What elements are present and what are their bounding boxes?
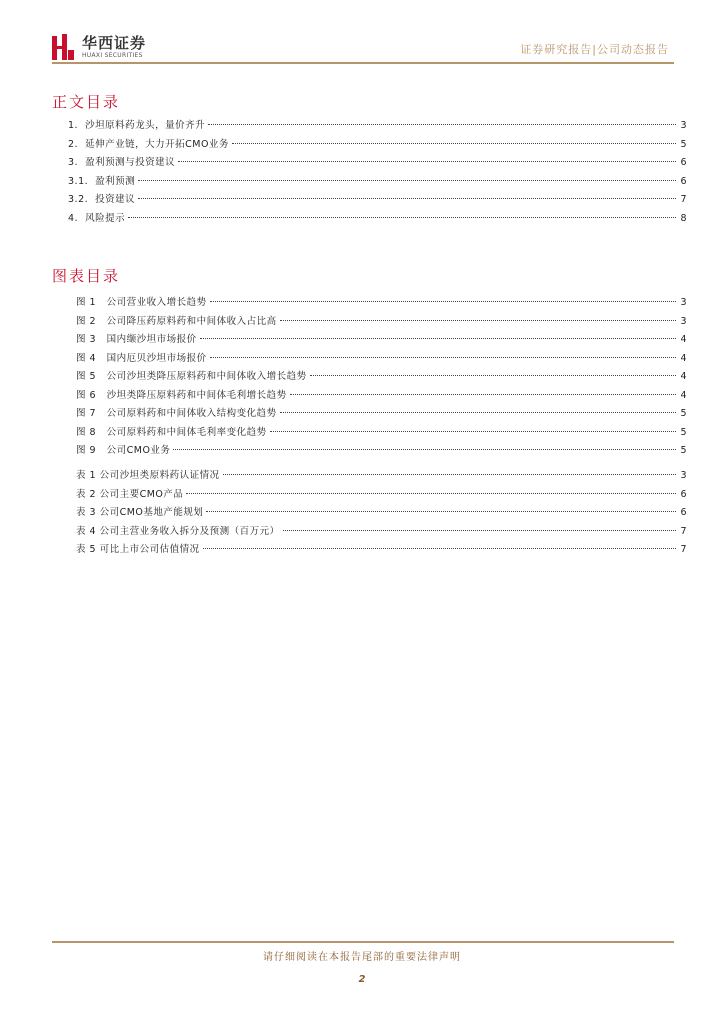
entry-page-number: 6 [680, 157, 687, 168]
footer-divider [52, 941, 674, 943]
figures-list [76, 294, 687, 461]
entry-page-number: 4 [680, 371, 687, 382]
dot-leader [280, 320, 676, 321]
dot-leader [290, 394, 676, 395]
figure-entry[interactable] [76, 442, 687, 461]
entry-page-number: 5 [680, 408, 687, 419]
entry-page-number: 7 [680, 194, 687, 205]
figure-entry[interactable] [76, 405, 687, 424]
logo-chinese-name: 华西证券 [82, 33, 147, 52]
dot-leader [283, 530, 676, 531]
table-entry[interactable] [76, 541, 687, 560]
entry-label: 公司营业收入增长趋势 [106, 297, 207, 308]
toc-entry[interactable] [68, 136, 687, 155]
dot-leader [128, 217, 676, 218]
table-entry[interactable] [76, 504, 687, 523]
company-logo [52, 34, 146, 60]
toc-entry[interactable] [68, 191, 687, 210]
entry-page-number: 6 [680, 488, 687, 500]
entry-label: 沙坦类降压原料药和中间体毛利增长趋势 [106, 389, 287, 401]
entry-label: 公司沙坦类原料药认证情况 [99, 470, 220, 481]
entry-number: 表 3 [76, 507, 100, 518]
entry-page-number: 4 [680, 334, 687, 345]
entry-number: 2. [68, 138, 86, 150]
entry-label: 公司主要CMO产品 [99, 488, 184, 500]
figure-entry[interactable] [76, 294, 687, 313]
entry-page-number: 7 [680, 544, 687, 555]
entry-label: 延伸产业链，大力开拓CMO业务 [85, 138, 229, 150]
entry-page-number: 5 [680, 138, 687, 150]
entry-label: 风险提示 [85, 212, 126, 224]
entry-number: 图 8 [76, 426, 107, 438]
entry-number: 图 1 [76, 297, 107, 308]
entry-number: 图 3 [76, 334, 107, 345]
entry-page-number: 5 [680, 426, 687, 438]
figure-entry[interactable] [76, 331, 687, 350]
logo-mark-icon [52, 34, 76, 60]
entry-number: 表 2 [76, 488, 100, 500]
entry-number: 表 5 [76, 544, 100, 555]
entry-label: 公司CMO基地产能规划 [99, 507, 204, 518]
entry-number: 表 4 [76, 525, 100, 537]
entry-page-number: 6 [680, 507, 687, 518]
entry-number: 图 9 [76, 445, 107, 456]
dot-leader [178, 161, 676, 162]
report-type: 证券研究报告|公司动态报告 [520, 43, 669, 56]
dot-leader [206, 511, 676, 512]
entry-page-number: 5 [680, 445, 687, 456]
entry-number: 图 5 [76, 371, 107, 382]
entry-number: 4. [68, 212, 86, 224]
figure-entry[interactable] [76, 387, 687, 406]
dot-leader [208, 124, 676, 125]
entry-label: 公司原料药和中间体毛利率变化趋势 [106, 426, 267, 438]
dot-leader [200, 338, 676, 339]
entry-label: 沙坦原料药龙头，量价齐升 [85, 120, 206, 131]
dot-leader [280, 412, 676, 413]
dot-leader [223, 474, 676, 475]
entry-page-number: 6 [680, 175, 687, 187]
legal-disclaimer: 请仔细阅读在本报告尾部的重要法律声明 [263, 952, 461, 963]
entry-label: 公司原料药和中间体收入结构变化趋势 [106, 408, 277, 419]
figure-entry[interactable] [76, 368, 687, 387]
dot-leader [310, 375, 676, 376]
entry-number: 图 2 [76, 315, 107, 327]
entry-label: 国内缬沙坦市场报价 [106, 334, 197, 345]
table-entry[interactable] [76, 467, 687, 486]
toc-entry[interactable] [68, 210, 687, 229]
figure-entry[interactable] [76, 313, 687, 332]
entry-page-number: 4 [680, 389, 687, 401]
figures-title: 图表目录 [52, 267, 121, 285]
dot-leader [270, 431, 676, 432]
toc-entry[interactable] [68, 117, 687, 136]
dot-leader [210, 357, 676, 358]
logo-english-name: HUAXI SECURITIES [82, 51, 143, 59]
header-divider [52, 62, 674, 64]
entry-label: 盈利预测与投资建议 [85, 157, 176, 168]
table-entry[interactable] [76, 486, 687, 505]
figure-entry[interactable] [76, 350, 687, 369]
entry-number: 1. [68, 120, 86, 131]
entry-label: 投资建议 [95, 194, 136, 205]
dot-leader [186, 493, 676, 494]
entry-label: 盈利预测 [95, 175, 136, 187]
tables-list [76, 467, 687, 560]
entry-page-number: 3 [680, 470, 687, 481]
entry-label: 国内厄贝沙坦市场报价 [106, 352, 207, 364]
toc-title: 正文目录 [52, 93, 121, 111]
entry-number: 图 4 [76, 352, 107, 364]
entry-page-number: 8 [680, 212, 687, 224]
entry-label: 公司降压药原料药和中间体收入占比高 [106, 315, 277, 327]
entry-label: 公司CMO业务 [106, 445, 171, 456]
dot-leader [232, 143, 676, 144]
dot-leader [138, 198, 676, 199]
dot-leader [138, 180, 676, 181]
entry-number: 表 1 [76, 470, 100, 481]
figure-entry[interactable] [76, 424, 687, 443]
toc-entry[interactable] [68, 154, 687, 173]
dot-leader [173, 449, 676, 450]
entry-page-number: 3 [680, 120, 687, 131]
entry-page-number: 7 [680, 525, 687, 537]
entry-number: 图 6 [76, 389, 107, 401]
page-number: 2 [358, 974, 366, 985]
entry-number: 图 7 [76, 408, 107, 419]
table-entry[interactable] [76, 523, 687, 542]
entry-label: 公司主营业务收入拆分及预测（百万元） [99, 525, 280, 537]
toc-list [68, 117, 687, 228]
entry-page-number: 3 [680, 297, 687, 308]
entry-number: 3.2. [68, 194, 96, 205]
entry-page-number: 3 [680, 315, 687, 327]
entry-number: 3.1. [68, 175, 96, 187]
entry-page-number: 4 [680, 352, 687, 364]
dot-leader [210, 301, 676, 302]
page-header [0, 0, 724, 70]
entry-label: 可比上市公司估值情况 [99, 544, 200, 555]
toc-entry[interactable] [68, 173, 687, 192]
entry-label: 公司沙坦类降压原料药和中间体收入增长趋势 [106, 371, 307, 382]
dot-leader [203, 548, 676, 549]
entry-number: 3. [68, 157, 86, 168]
